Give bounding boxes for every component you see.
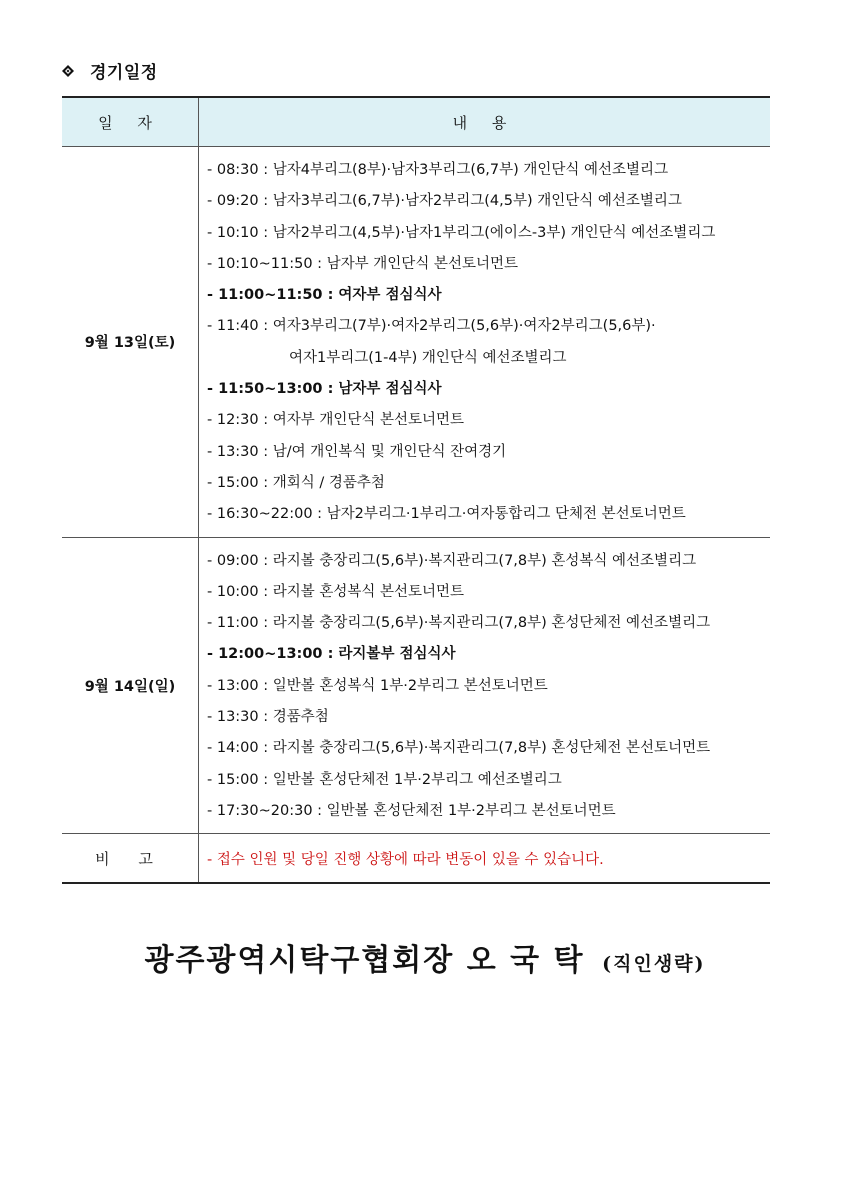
schedule-line: - 10:10~11:50 : 남자부 개인단식 본선토너먼트 [207, 255, 518, 272]
day-row-2 [62, 537, 770, 834]
diamond-icon [62, 65, 74, 77]
schedule-line: - 13:30 : 경품추첨 [207, 709, 329, 726]
schedule-line: - 11:00 : 라지볼 충장리그(5,6부)·복지관리그(7,8부) 혼성단체전 예선조별리그 [207, 615, 711, 632]
schedule-line-continued: 여자1부리그(1-4부) 개인단식 예선조별리그 [289, 349, 567, 366]
schedule-line: - 17:30~20:30 : 일반볼 혼성단체전 1부·2부리그 본선토너먼트 [207, 802, 616, 819]
day-row-1 [62, 147, 770, 538]
header-content: 내 용 [199, 97, 771, 147]
table-header-row [62, 97, 770, 147]
note-row [62, 834, 770, 884]
header-date: 일 자 [62, 97, 199, 147]
day-2-date: 9월 14일(일) [62, 537, 199, 834]
schedule-line: - 12:30 : 여자부 개인단식 본선토너먼트 [207, 412, 465, 429]
schedule-line: - 14:00 : 라지볼 충장리그(5,6부)·복지관리그(7,8부) 혼성단체전 본선토너먼트 [207, 740, 711, 757]
note-label: 비 고 [62, 834, 199, 884]
day-1-content [199, 147, 771, 538]
schedule-line: - 15:00 : 개회식 / 경품추첨 [207, 474, 385, 491]
schedule-line: - 13:30 : 남/여 개인복식 및 개인단식 잔여경기 [207, 443, 507, 460]
schedule-line: - 13:00 : 일반볼 혼성복식 1부·2부리그 본선토너먼트 [207, 677, 548, 694]
schedule-line: - 16:30~22:00 : 남자2부리그·1부리그·여자통합리그 단체전 본선토너먼트 [207, 506, 686, 523]
day-2-content [199, 537, 771, 834]
schedule-line: - 15:00 : 일반볼 혼성단체전 1부·2부리그 예선조별리그 [207, 771, 562, 788]
schedule-line: - 08:30 : 남자4부리그(8부)·남자3부리그(6,7부) 개인단식 예선조별리그 [207, 162, 669, 178]
schedule-line-lunch: - 12:00~13:00 : 라지볼부 점심식사 [207, 646, 456, 663]
signature [0, 935, 850, 979]
schedule-table [62, 96, 770, 884]
schedule-line-lunch: - 11:50~13:00 : 남자부 점심식사 [207, 381, 442, 398]
schedule-line: - 10:00 : 라지볼 혼성복식 본선토너먼트 [207, 583, 465, 600]
schedule-line: - 09:00 : 라지볼 충장리그(5,6부)·복지관리그(7,8부) 혼성복식 예선조별리그 [207, 552, 697, 569]
section-title [62, 58, 158, 83]
signature-name: 광주광역시탁구협회장 오 국 탁 [144, 943, 585, 978]
note-text: - 접수 인원 및 당일 진행 상황에 따라 변동이 있을 수 있습니다. [199, 834, 771, 884]
schedule-line-lunch: - 11:00~11:50 : 여자부 점심식사 [207, 287, 442, 304]
schedule-line: - 11:40 : 여자3부리그(7부)·여자2부리그(5,6부)·여자2부리그(5,6부)· [207, 318, 656, 335]
day-1-date: 9월 13일(토) [62, 147, 199, 538]
seal-note: (직인생략) [602, 953, 706, 975]
schedule-line: - 09:20 : 남자3부리그(6,7부)·남자2부리그(4,5부) 개인단식 예선조별리그 [207, 193, 682, 210]
section-title-text: 경기일정 [90, 63, 158, 83]
schedule-line: - 10:10 : 남자2부리그(4,5부)·남자1부리그(에이스-3부) 개인단식 예선조별리그 [207, 224, 716, 241]
